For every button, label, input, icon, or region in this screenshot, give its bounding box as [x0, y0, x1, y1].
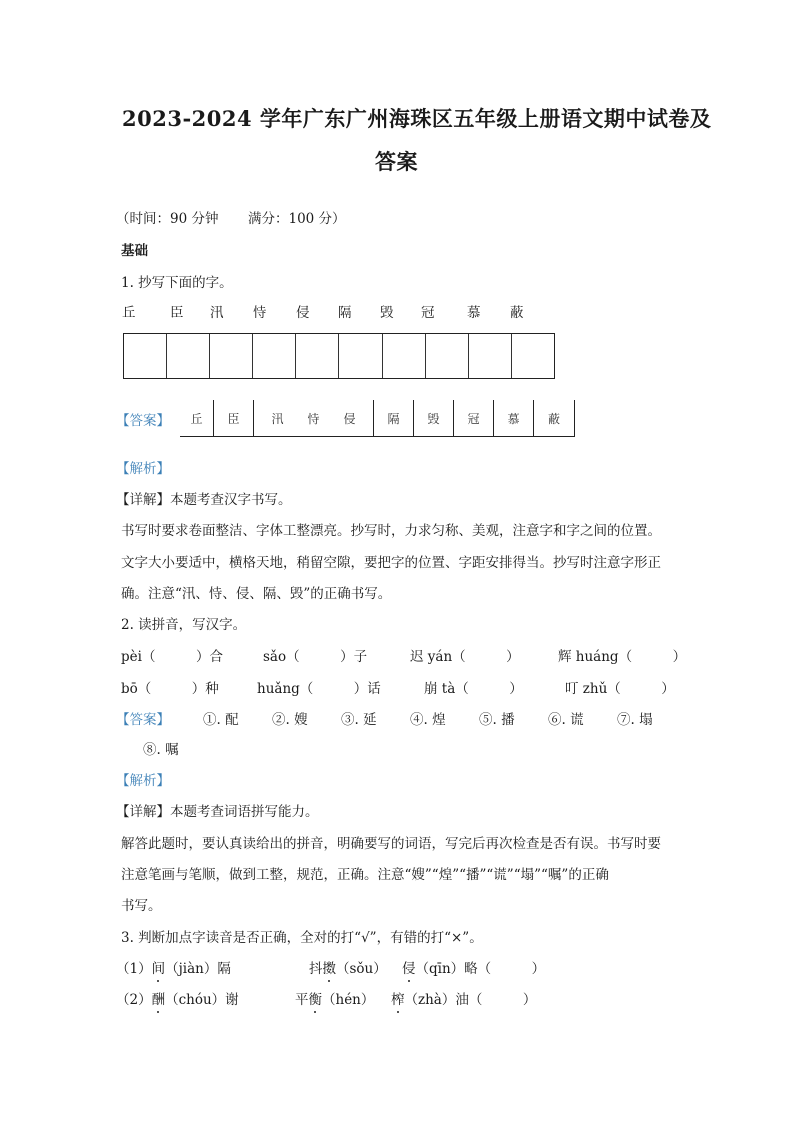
pinyin-item: sǎo（ ）子 [263, 649, 368, 665]
q1-char: 蔽 [510, 305, 524, 321]
exam-time: （时间：90 分钟 [116, 211, 219, 227]
q1-detail-line: 文字大小要适中，横格天地，稍留空隙，要把字的位置、字距安排得当。抄写时注意字形正 [121, 555, 661, 571]
q2-answer-label: 【答案】 [116, 712, 170, 728]
writing-cell[interactable] [253, 334, 296, 378]
answer-cell: 慕 [494, 400, 534, 436]
q1-detail-line: 书写时要求卷面整洁、字体工整漂亮。抄写时，力求匀称、美观，注意字和字之间的位置。 [121, 523, 661, 539]
q3-row-1-item-3 [402, 957, 545, 977]
dotted-char: 间 [151, 961, 166, 977]
document-title-line1: 2023-2024 学年广东广州海珠区五年级上册语文期中试卷及 [122, 106, 712, 131]
q2-answer: ⑤. 播 [479, 712, 515, 728]
q1-analysis-label: 【解析】 [116, 461, 170, 477]
writing-cell[interactable] [339, 334, 382, 378]
detail-label: 【详解】 [116, 804, 170, 820]
q1-char: 丘 [122, 305, 136, 321]
q1-answer-table [180, 400, 575, 437]
q3-row-2 [116, 988, 239, 1008]
writing-cell[interactable] [296, 334, 339, 378]
q1-char: 侵 [296, 305, 310, 321]
q2-answer: ②. 嫂 [272, 712, 308, 728]
pinyin-text: （zhà）油（ ） [404, 992, 537, 1008]
q2-answer: ①. 配 [203, 712, 239, 728]
q3-row-1-item-2 [309, 957, 387, 977]
q1-detail-line: 确。注意“汛、恃、侵、隔、毁”的正确书写。 [121, 586, 392, 602]
pinyin-text: （jiàn）隔 [165, 961, 231, 977]
q3-row-2-item-3 [391, 988, 536, 1008]
pinyin-item: 崩 tà（ ） [424, 681, 523, 697]
question-3-prompt: 3. 判断加点字读音是否正确，全对的打“√”，有错的打“×”。 [121, 930, 483, 946]
writing-cell[interactable] [210, 334, 253, 378]
dotted-char: 酬 [151, 992, 166, 1008]
answer-cell: 汛 恃 侵 [254, 400, 374, 436]
q1-char: 臣 [170, 305, 184, 321]
q2-answer: ⑥. 谎 [548, 712, 584, 728]
exam-score: 满分：100 分） [248, 211, 346, 227]
pinyin-item: 辉 huáng（ ） [558, 649, 687, 665]
dotted-char: 衡 [308, 992, 322, 1008]
q2-detail-line: 注意笔画与笔顺，做到工整，规范，正确。注意“嫂”“煌”“播”“谎”“塌”“嘱”的正确 [121, 867, 609, 883]
detail-head: 本题考查词语拼写能力。 [170, 804, 319, 820]
q1-char: 隔 [338, 305, 352, 321]
writing-cell[interactable] [426, 334, 469, 378]
q3-row-1 [116, 957, 231, 977]
pinyin-item: 迟 yán（ ） [410, 649, 520, 665]
q1-answer-label: 【答案】 [116, 413, 170, 429]
q1-char: 汛 [210, 305, 224, 321]
answer-cell: 臣 [214, 400, 254, 436]
pinyin-item: huǎng（ ）话 [257, 681, 381, 697]
answer-cell: 蔽 [534, 400, 575, 436]
pinyin-text: （sǒu） [336, 961, 387, 977]
pinyin-text: （qīn）略（ ） [415, 961, 546, 977]
dotted-char: 榨 [391, 992, 405, 1008]
q2-answer: ⑦. 塌 [617, 712, 653, 728]
q2-detail [116, 800, 319, 820]
writing-cell[interactable] [512, 334, 554, 378]
plain-char: 抖 [309, 961, 323, 977]
answer-cell: 丘 [180, 400, 214, 436]
pinyin-item: bō（ ）种 [121, 681, 219, 697]
q2-detail-line: 书写。 [121, 898, 162, 914]
q2-answer: ⑧. 嘱 [143, 742, 179, 758]
row-number: （1） [116, 961, 152, 977]
row-number: （2） [116, 992, 152, 1008]
q1-char: 恃 [253, 305, 267, 321]
answer-cell: 毁 [414, 400, 454, 436]
detail-label: 【详解】 [116, 492, 170, 508]
q1-char: 冠 [421, 305, 435, 321]
answer-cell: 隔 [374, 400, 414, 436]
pinyin-item: 叮 zhǔ（ ） [565, 681, 675, 697]
section-heading: 基础 [121, 243, 148, 259]
q2-detail-line: 解答此题时，要认真读给出的拼音，明确要写的词语，写完后再次检查是否有误。书写时要 [121, 836, 661, 852]
detail-head: 本题考查汉字书写。 [170, 492, 292, 508]
document-title-line2: 答案 [375, 149, 418, 174]
question-1-prompt: 1. 抄写下面的字。 [121, 275, 233, 291]
pinyin-text: （chóu）谢 [165, 992, 239, 1008]
pinyin-item: pèi（ ）合 [121, 649, 223, 665]
writing-cell[interactable] [167, 334, 210, 378]
q1-detail [116, 488, 292, 508]
q3-row-2-item-2 [295, 988, 374, 1008]
q2-analysis-label: 【解析】 [116, 773, 170, 789]
pinyin-text: （hén） [322, 992, 375, 1008]
dotted-char: 擞 [322, 961, 336, 977]
writing-cell[interactable] [124, 334, 167, 378]
dotted-char: 侵 [402, 961, 416, 977]
writing-grid [123, 333, 555, 379]
plain-char: 平 [295, 992, 309, 1008]
writing-cell[interactable] [383, 334, 426, 378]
q1-char: 毁 [380, 305, 394, 321]
writing-cell[interactable] [469, 334, 512, 378]
answer-cell: 冠 [454, 400, 494, 436]
q1-char: 慕 [467, 305, 481, 321]
q2-answer: ③. 延 [341, 712, 377, 728]
question-2-prompt: 2. 读拼音，写汉字。 [121, 617, 247, 633]
q2-answer: ④. 煌 [410, 712, 446, 728]
